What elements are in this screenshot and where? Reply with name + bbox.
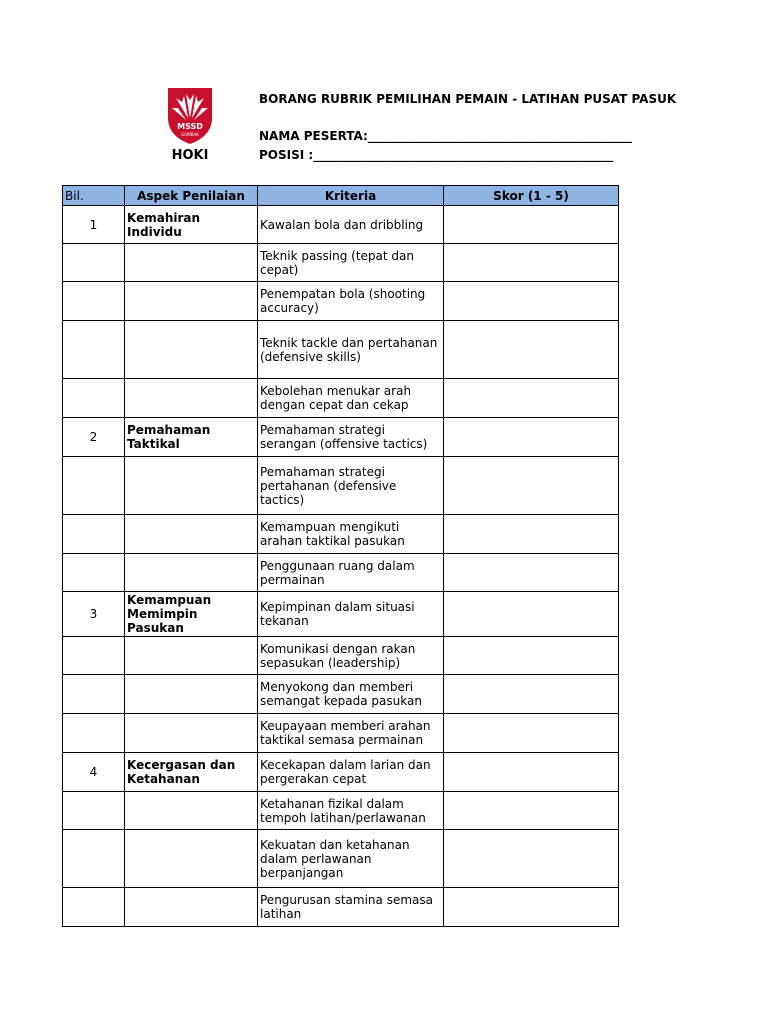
table-row: [63, 592, 619, 637]
aspek-cell: Pemahaman Taktikal: [125, 418, 258, 457]
skor-input-cell[interactable]: [444, 515, 619, 554]
skor-input-cell[interactable]: [444, 244, 619, 282]
aspek-cell: [125, 888, 258, 927]
table-row: [63, 244, 619, 282]
aspek-cell: Kemampuan Memimpin Pasukan: [125, 592, 258, 637]
skor-input-cell[interactable]: [444, 753, 619, 792]
form-title: BORANG RUBRIK PEMILIHAN PEMAIN - LATIHAN PUSAT PASUK: [259, 92, 677, 106]
skor-input-cell[interactable]: [444, 675, 619, 714]
bil-cell: [63, 675, 125, 714]
kriteria-cell: Pengurusan stamina semasa latihan: [258, 888, 444, 927]
bil-cell: 1: [63, 206, 125, 244]
column-header-kriteria: Kriteria: [258, 186, 444, 206]
aspek-cell: [125, 457, 258, 515]
aspek-cell: [125, 675, 258, 714]
logo-text: MSSD: [177, 122, 203, 131]
table-row: [63, 637, 619, 675]
kriteria-cell: Penggunaan ruang dalam permainan: [258, 554, 444, 592]
kriteria-cell: Teknik passing (tepat dan cepat): [258, 244, 444, 282]
kriteria-cell: Pemahaman strategi pertahanan (defensive tactics): [258, 457, 444, 515]
bil-cell: 2: [63, 418, 125, 457]
column-header-skor: Skor (1 - 5): [444, 186, 619, 206]
table-row: [63, 714, 619, 753]
aspek-cell: [125, 282, 258, 321]
aspek-cell: Kemahiran Individu: [125, 206, 258, 244]
nama-peserta-field[interactable]: NAMA PESERTA:____________________________________________: [259, 129, 632, 143]
bil-cell: [63, 321, 125, 379]
kriteria-cell: Kawalan bola dan dribbling: [258, 206, 444, 244]
table-row: [63, 515, 619, 554]
table-row: [63, 792, 619, 830]
table-row: [63, 888, 619, 927]
kriteria-cell: Kebolehan menukar arah dengan cepat dan cekap: [258, 379, 444, 418]
mssd-logo: [166, 88, 214, 144]
aspek-cell: [125, 244, 258, 282]
skor-input-cell[interactable]: [444, 792, 619, 830]
table-row: [63, 830, 619, 888]
table-header-row: [63, 186, 619, 206]
skor-input-cell[interactable]: [444, 282, 619, 321]
bil-cell: [63, 888, 125, 927]
table-row: [63, 321, 619, 379]
logo-label: HOKI: [171, 148, 209, 163]
skor-input-cell[interactable]: [444, 714, 619, 753]
kriteria-cell: Kekuatan dan ketahanan dalam perlawanan berpanjangan: [258, 830, 444, 888]
aspek-cell: [125, 714, 258, 753]
aspek-cell: [125, 321, 258, 379]
table-row: [63, 206, 619, 244]
aspek-cell: [125, 830, 258, 888]
bil-cell: [63, 244, 125, 282]
aspek-cell: [125, 554, 258, 592]
skor-input-cell[interactable]: [444, 592, 619, 637]
aspek-cell: Kecergasan dan Ketahanan: [125, 753, 258, 792]
rubric-table: [62, 185, 619, 927]
skor-input-cell[interactable]: [444, 457, 619, 515]
column-header-bil: Bil.: [63, 186, 125, 206]
kriteria-cell: Kemampuan mengikuti arahan taktikal pasukan: [258, 515, 444, 554]
kriteria-cell: Kecekapan dalam larian dan pergerakan cepat: [258, 753, 444, 792]
bil-cell: [63, 379, 125, 418]
logo-subtext: GOMBAK: [181, 132, 199, 137]
table-row: [63, 753, 619, 792]
skor-input-cell[interactable]: [444, 418, 619, 457]
aspek-cell: [125, 515, 258, 554]
aspek-cell: [125, 792, 258, 830]
bil-cell: [63, 457, 125, 515]
table-row: [63, 457, 619, 515]
aspek-cell: [125, 637, 258, 675]
rubric-body: [63, 206, 619, 927]
bil-cell: [63, 637, 125, 675]
table-row: [63, 418, 619, 457]
skor-input-cell[interactable]: [444, 637, 619, 675]
table-row: [63, 282, 619, 321]
aspek-cell: [125, 379, 258, 418]
table-row: [63, 554, 619, 592]
skor-input-cell[interactable]: [444, 830, 619, 888]
kriteria-cell: Keupayaan memberi arahan taktikal semasa permainan: [258, 714, 444, 753]
bil-cell: [63, 830, 125, 888]
table-row: [63, 379, 619, 418]
bil-cell: [63, 554, 125, 592]
skor-input-cell[interactable]: [444, 206, 619, 244]
table-row: [63, 675, 619, 714]
bil-cell: [63, 792, 125, 830]
skor-input-cell[interactable]: [444, 379, 619, 418]
bil-cell: [63, 515, 125, 554]
skor-input-cell[interactable]: [444, 888, 619, 927]
bil-cell: 4: [63, 753, 125, 792]
kriteria-cell: Menyokong dan memberi semangat kepada pasukan: [258, 675, 444, 714]
kriteria-cell: Komunikasi dengan rakan sepasukan (leadership): [258, 637, 444, 675]
kriteria-cell: Ketahanan fizikal dalam tempoh latihan/perlawanan: [258, 792, 444, 830]
skor-input-cell[interactable]: [444, 554, 619, 592]
column-header-aspek: Aspek Penilaian: [125, 186, 258, 206]
kriteria-cell: Pemahaman strategi serangan (offensive tactics): [258, 418, 444, 457]
skor-input-cell[interactable]: [444, 321, 619, 379]
bil-cell: [63, 282, 125, 321]
posisi-field[interactable]: POSISI :__________________________________________________: [259, 148, 614, 162]
kriteria-cell: Penempatan bola (shooting accuracy): [258, 282, 444, 321]
kriteria-cell: Kepimpinan dalam situasi tekanan: [258, 592, 444, 637]
bil-cell: [63, 714, 125, 753]
bil-cell: 3: [63, 592, 125, 637]
kriteria-cell: Teknik tackle dan pertahanan (defensive skills): [258, 321, 444, 379]
